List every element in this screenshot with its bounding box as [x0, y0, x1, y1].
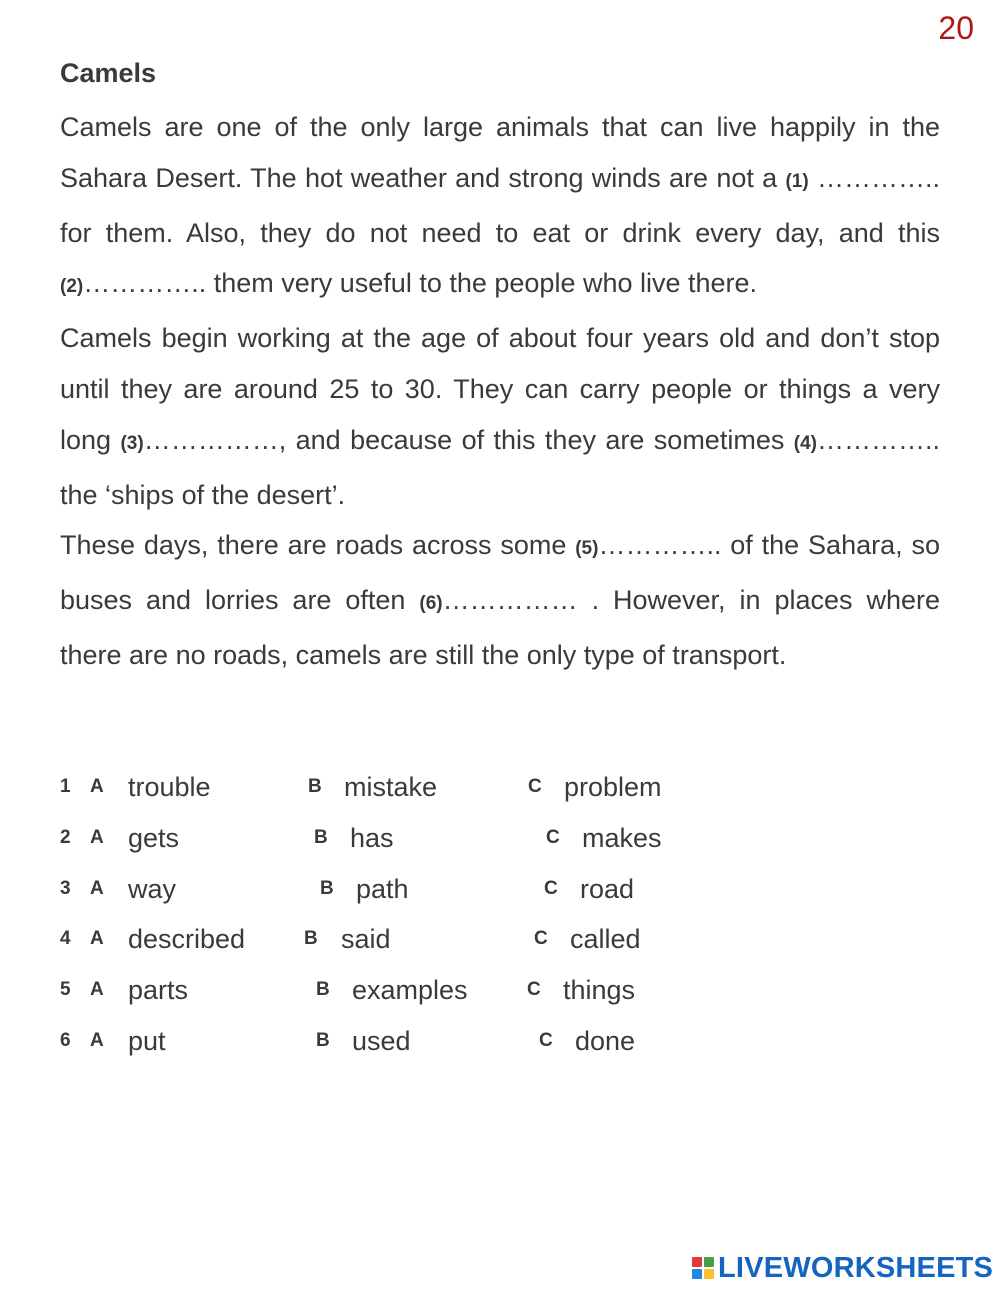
- option-row-1: [60, 762, 940, 813]
- option-c[interactable]: road: [580, 873, 635, 904]
- option-row-3: [60, 864, 940, 915]
- question-number: 3: [60, 877, 71, 899]
- text-segment: ………….. them very useful to the people who live there.: [83, 268, 758, 299]
- option-letter-b: B: [308, 776, 322, 797]
- option-letter-c: C: [527, 979, 541, 1001]
- option-letter-b: B: [314, 826, 328, 848]
- option-c[interactable]: problem: [564, 772, 662, 802]
- option-b[interactable]: path: [356, 873, 409, 904]
- option-a[interactable]: parts: [128, 975, 189, 1006]
- option-letter-b: B: [304, 928, 318, 950]
- gap-number-2: (2): [60, 276, 84, 298]
- option-row-6: [60, 1016, 940, 1067]
- gap-number-6: (6): [419, 593, 443, 615]
- option-letter-c: C: [534, 928, 548, 950]
- question-number: 6: [60, 1029, 71, 1051]
- text-segment: Camels are one of the only large animals that can live happily in the Sahara Desert. The hot weather and strong winds are not a: [60, 112, 940, 193]
- option-row-2: [60, 813, 940, 864]
- option-letter-c: C: [546, 826, 560, 848]
- gap-number-3: (3): [120, 432, 144, 454]
- gap-number-4: (4): [793, 432, 817, 454]
- text-segment: ………….. of the Sahara, so buses and lorries are often: [60, 530, 940, 616]
- paragraph-1: [60, 102, 940, 313]
- option-letter-c: C: [544, 877, 558, 899]
- question-number: 5: [60, 979, 71, 1001]
- option-letter-a: A: [90, 776, 104, 797]
- question-number: 1: [60, 776, 71, 797]
- option-letter-c: C: [528, 776, 542, 797]
- gap-number-1: (1): [785, 170, 809, 192]
- option-b[interactable]: said: [341, 924, 391, 955]
- option-a[interactable]: trouble: [128, 772, 211, 802]
- option-row-4: [60, 914, 940, 965]
- text-segment: …………… . However, in places where there are no roads, camels are still the only type of transport.: [60, 585, 940, 670]
- passage-text: [60, 102, 940, 681]
- gap-number-5: (5): [575, 538, 599, 560]
- paragraph-2: [60, 313, 940, 520]
- brand-name: LIVEWORKSHEETS: [718, 1251, 994, 1284]
- option-a[interactable]: put: [128, 1025, 166, 1056]
- question-number: 4: [60, 928, 71, 950]
- option-c[interactable]: called: [570, 924, 641, 955]
- text-segment: Camels begin working at the age of about four years old and don’t stop until they are around 25 to 30. They can carry people or things a very long: [60, 323, 940, 455]
- option-b[interactable]: examples: [352, 975, 468, 1006]
- option-letter-a: A: [90, 1029, 104, 1051]
- option-letter-c: C: [539, 1029, 553, 1051]
- option-a[interactable]: described: [128, 924, 246, 955]
- liveworksheets-logo-icon: [692, 1257, 714, 1279]
- answer-options: [60, 762, 940, 1067]
- option-c[interactable]: makes: [582, 822, 662, 853]
- option-letter-a: A: [90, 928, 104, 950]
- liveworksheets-logo[interactable]: [692, 1248, 993, 1288]
- option-letter-a: A: [90, 979, 104, 1001]
- passage-title: Camels: [60, 58, 157, 88]
- option-letter-a: A: [90, 877, 104, 899]
- option-a[interactable]: way: [128, 873, 177, 904]
- option-letter-b: B: [320, 877, 334, 899]
- text-segment: These days, there are roads across some: [60, 530, 576, 561]
- question-number: 2: [60, 826, 71, 848]
- text-segment: ………….. the ‘ships of the desert’.: [60, 424, 940, 510]
- option-letter-b: B: [316, 979, 330, 1001]
- option-row-5: [60, 965, 940, 1016]
- option-a[interactable]: gets: [128, 822, 180, 853]
- page-number: 20: [938, 10, 974, 46]
- paragraph-3: [60, 520, 940, 680]
- option-letter-b: B: [316, 1029, 330, 1051]
- option-b[interactable]: mistake: [344, 772, 438, 802]
- option-c[interactable]: done: [575, 1025, 636, 1056]
- text-segment: ………….. for them. Also, they do not need to eat or drink every day, and this: [60, 162, 940, 248]
- option-c[interactable]: things: [563, 975, 636, 1006]
- option-b[interactable]: used: [352, 1025, 411, 1056]
- text-segment: ……………, and because of this they are sometimes: [143, 424, 794, 455]
- option-letter-a: A: [90, 826, 104, 848]
- option-b[interactable]: has: [350, 822, 394, 853]
